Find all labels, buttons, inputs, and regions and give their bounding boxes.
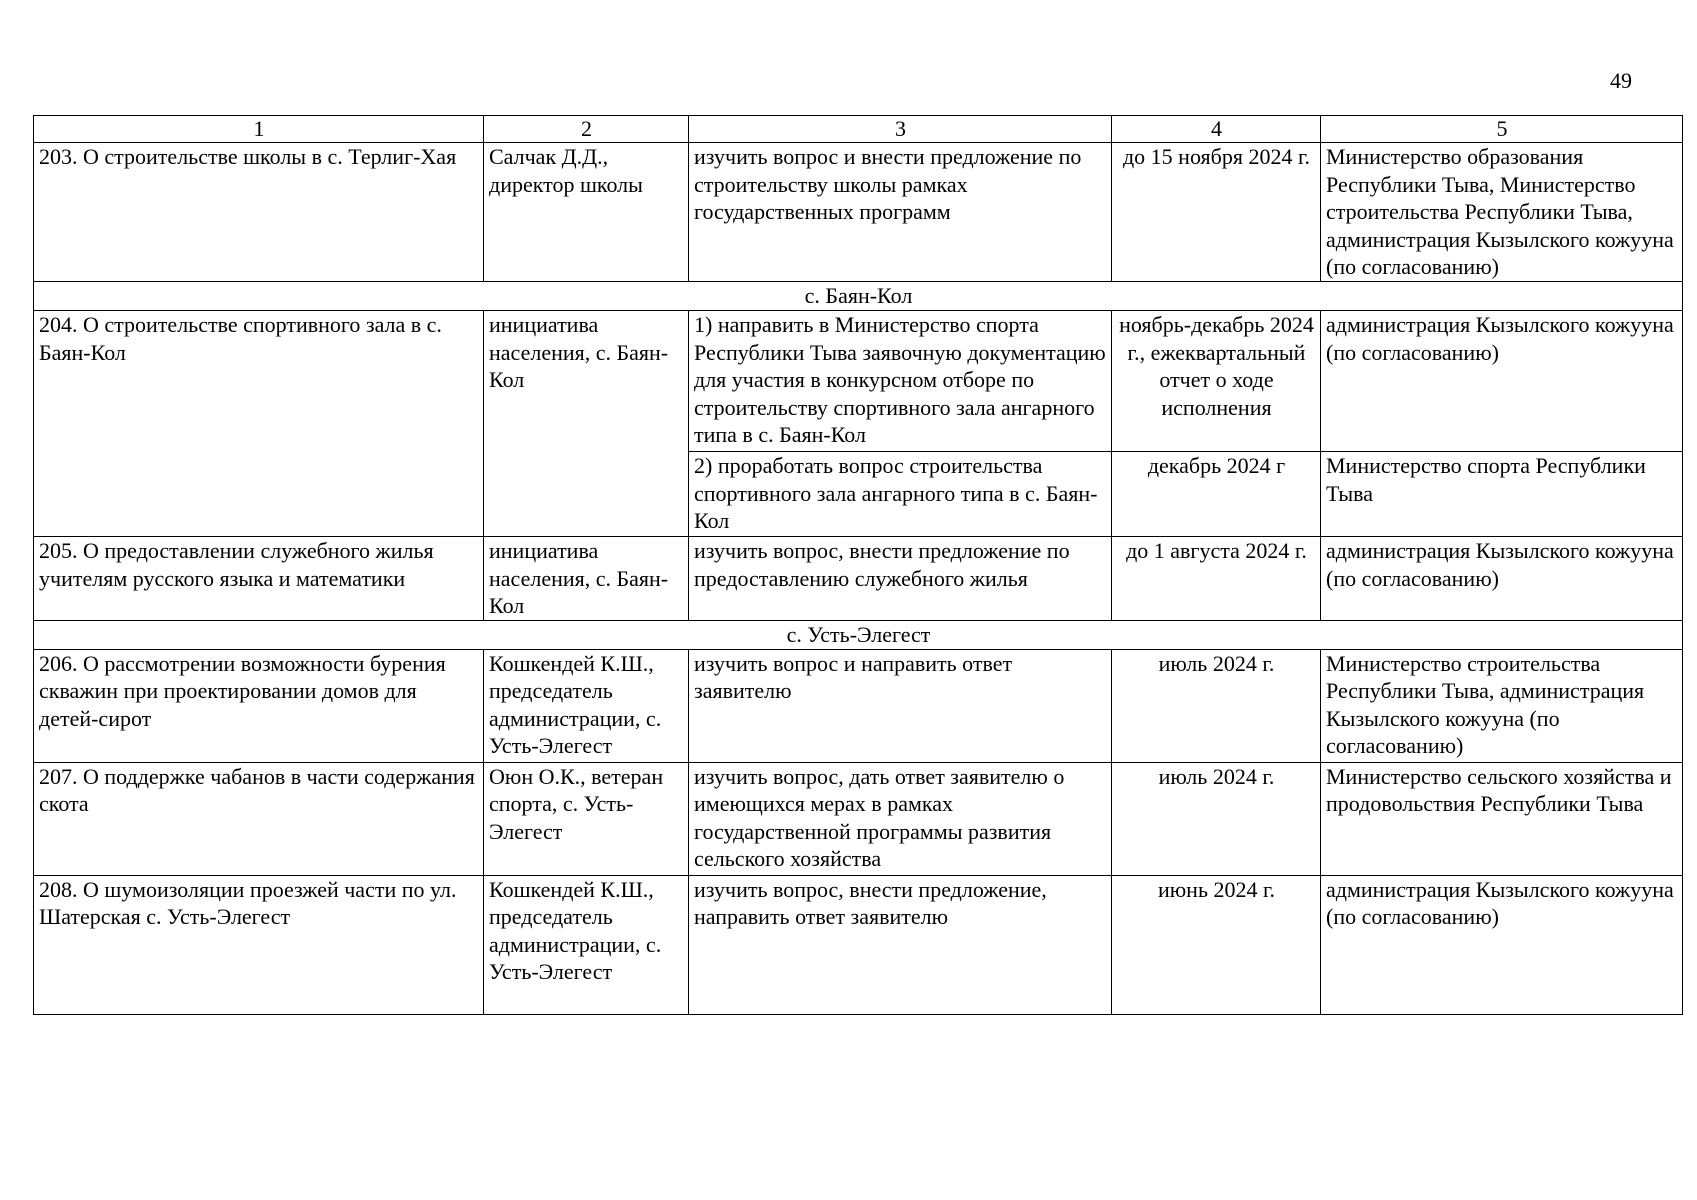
column-number: 3	[689, 116, 1112, 143]
deadline-cell: июль 2024 г.	[1112, 649, 1321, 762]
responsible-cell: администрация Кызылского кожууна (по согласованию)	[1321, 537, 1683, 621]
responsible-cell: администрация Кызылского кожууна (по согласованию)	[1321, 875, 1683, 1014]
action-cell: изучить вопрос и направить ответ заявителю	[689, 649, 1112, 762]
column-number: 2	[484, 116, 689, 143]
responsible-cell: Министерство спорта Республики Тыва	[1321, 452, 1683, 537]
section-row	[34, 620, 1683, 649]
topic-cell: 206. О рассмотрении возможности бурения скважин при проектировании домов для детей-сирот	[34, 649, 484, 762]
topic-cell: 203. О строительстве школы в с. Терлиг-Хая	[34, 143, 484, 282]
table-row	[34, 311, 1683, 452]
initiator-cell: инициатива населения, с. Баян-Кол	[484, 537, 689, 621]
page-number: 49	[1610, 68, 1632, 93]
action-cell: изучить вопрос, дать ответ заявителю о имеющихся мерах в рамках государственной программы развития сельского хозяйства	[689, 762, 1112, 875]
section-heading: с. Усть-Элегест	[34, 620, 1683, 649]
section-row	[34, 282, 1683, 311]
action-cell: изучить вопрос и внести предложение по строительству школы рамках государственных программ	[689, 143, 1112, 282]
topic-cell: 208. О шумоизоляции проезжей части по ул. Шатерская с. Усть-Элегест	[34, 875, 484, 1014]
deadline-cell: июнь 2024 г.	[1112, 875, 1321, 1014]
table-row	[34, 649, 1683, 762]
decisions-table	[33, 115, 1683, 1015]
action-cell: изучить вопрос, внести предложение, направить ответ заявителю	[689, 875, 1112, 1014]
deadline-cell: до 15 ноября 2024 г.	[1112, 143, 1321, 282]
table-row	[34, 143, 1683, 282]
topic-cell: 205. О предоставлении служебного жилья учителям русского языка и математики	[34, 537, 484, 621]
responsible-cell: Министерство образования Республики Тыва, Министерство строительства Республики Тыва, администрация Кызылского кожууна (по согласованию)	[1321, 143, 1683, 282]
action-cell: 1) направить в Министерство спорта Республики Тыва заявочную документацию для участия в конкурсном отборе по строительству спортивного зала ангарного типа в с. Баян-Кол	[689, 311, 1112, 452]
initiator-cell: Оюн О.К., ветеран спорта, с. Усть-Элегест	[484, 762, 689, 875]
responsible-cell: Министерство сельского хозяйства и продовольствия Республики Тыва	[1321, 762, 1683, 875]
column-number: 1	[34, 116, 484, 143]
initiator-cell: Салчак Д.Д., директор школы	[484, 143, 689, 282]
deadline-cell: декабрь 2024 г	[1112, 452, 1321, 537]
deadline-cell: июль 2024 г.	[1112, 762, 1321, 875]
section-heading: с. Баян-Кол	[34, 282, 1683, 311]
initiator-cell: инициатива населения, с. Баян-Кол	[484, 311, 689, 537]
initiator-cell: Кошкендей К.Ш., председатель администрации, с. Усть-Элегест	[484, 875, 689, 1014]
action-cell: изучить вопрос, внести предложение по предоставлению служебного жилья	[689, 537, 1112, 621]
table-row	[34, 875, 1683, 1014]
responsible-cell: администрация Кызылского кожууна (по согласованию)	[1321, 311, 1683, 452]
topic-cell: 204. О строительстве спортивного зала в с. Баян-Кол	[34, 311, 484, 537]
column-number: 5	[1321, 116, 1683, 143]
responsible-cell: Министерство строительства Республики Тыва, администрация Кызылского кожууна (по согласованию)	[1321, 649, 1683, 762]
table-row	[34, 762, 1683, 875]
deadline-cell: до 1 августа 2024 г.	[1112, 537, 1321, 621]
action-cell: 2) проработать вопрос строительства спортивного зала ангарного типа в с. Баян-Кол	[689, 452, 1112, 537]
initiator-cell: Кошкендей К.Ш., председатель администрации, с. Усть-Элегест	[484, 649, 689, 762]
column-number-row	[34, 116, 1683, 143]
deadline-cell: ноябрь-декабрь 2024 г., ежеквартальный отчет о ходе исполнения	[1112, 311, 1321, 452]
column-number: 4	[1112, 116, 1321, 143]
table-row	[34, 537, 1683, 621]
topic-cell: 207. О поддержке чабанов в части содержания скота	[34, 762, 484, 875]
